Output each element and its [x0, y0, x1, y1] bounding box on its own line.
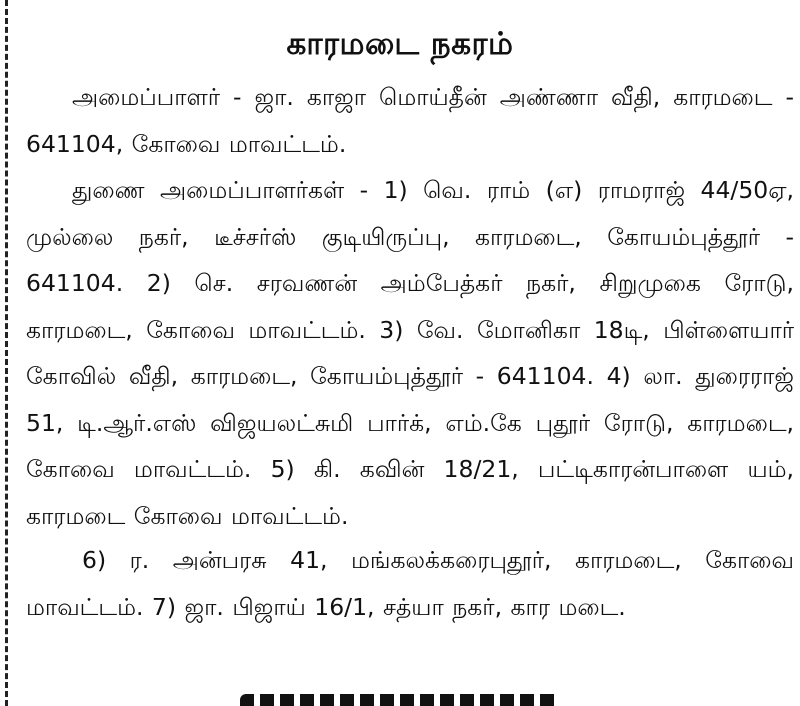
- dashed-cut-border: [5, 0, 8, 706]
- section-heading: காரமடை நகரம்: [286, 26, 514, 62]
- deputy-organizers-paragraph: துணை அமைப்பாளர்கள் - 1) வெ. ராம் (எ) ராமராஜ் 44/50ஏ, முல்லை நகர், டீச்சர்ஸ் குடியிருப்பு, காரமடை, கோயம்புத்தூர் - 641104. 2) செ. சரவணன் அம்பேத்கர் நகர், சிறுமுகை ரோடு, காரமடை, கோவை மாவட்டம். 3) வே. மோனிகா 18டி, பிள்ளையார் கோவில் வீதி, காரமடை, கோயம்புத்தூர் - 641104. 4) லா. துரைராஜ் 51, டி.ஆர்.எஸ் விஜயலட்சுமி பார்க், எம்.கே புதூர் ரோடு, காரமடை, கோவை மாவட்டம். 5) கி. கவின் 18/21, பட்டிகாரன்பாளை யம், காரமடை கோவை மாவட்டம்.: [26, 176, 794, 530]
- truncated-next-heading: [240, 684, 560, 706]
- deputy-organizers-continued-paragraph: 6) ர. அன்பரசு 41, மங்கலக்கரைபுதூர், காரமடை, கோவை மாவட்டம். 7) ஜா. பிஜாய் 16/1, சத்யா நகர், கார மடை.: [26, 546, 794, 621]
- organizer-paragraph: அமைப்பாளர் - ஜா. காஜா மொய்தீன் அண்ணா வீதி, காரமடை - 641104, கோவை மாவட்டம்.: [26, 83, 794, 158]
- cropped-heading-fragment: [240, 694, 560, 706]
- truncated-top-text: [22, 0, 162, 10]
